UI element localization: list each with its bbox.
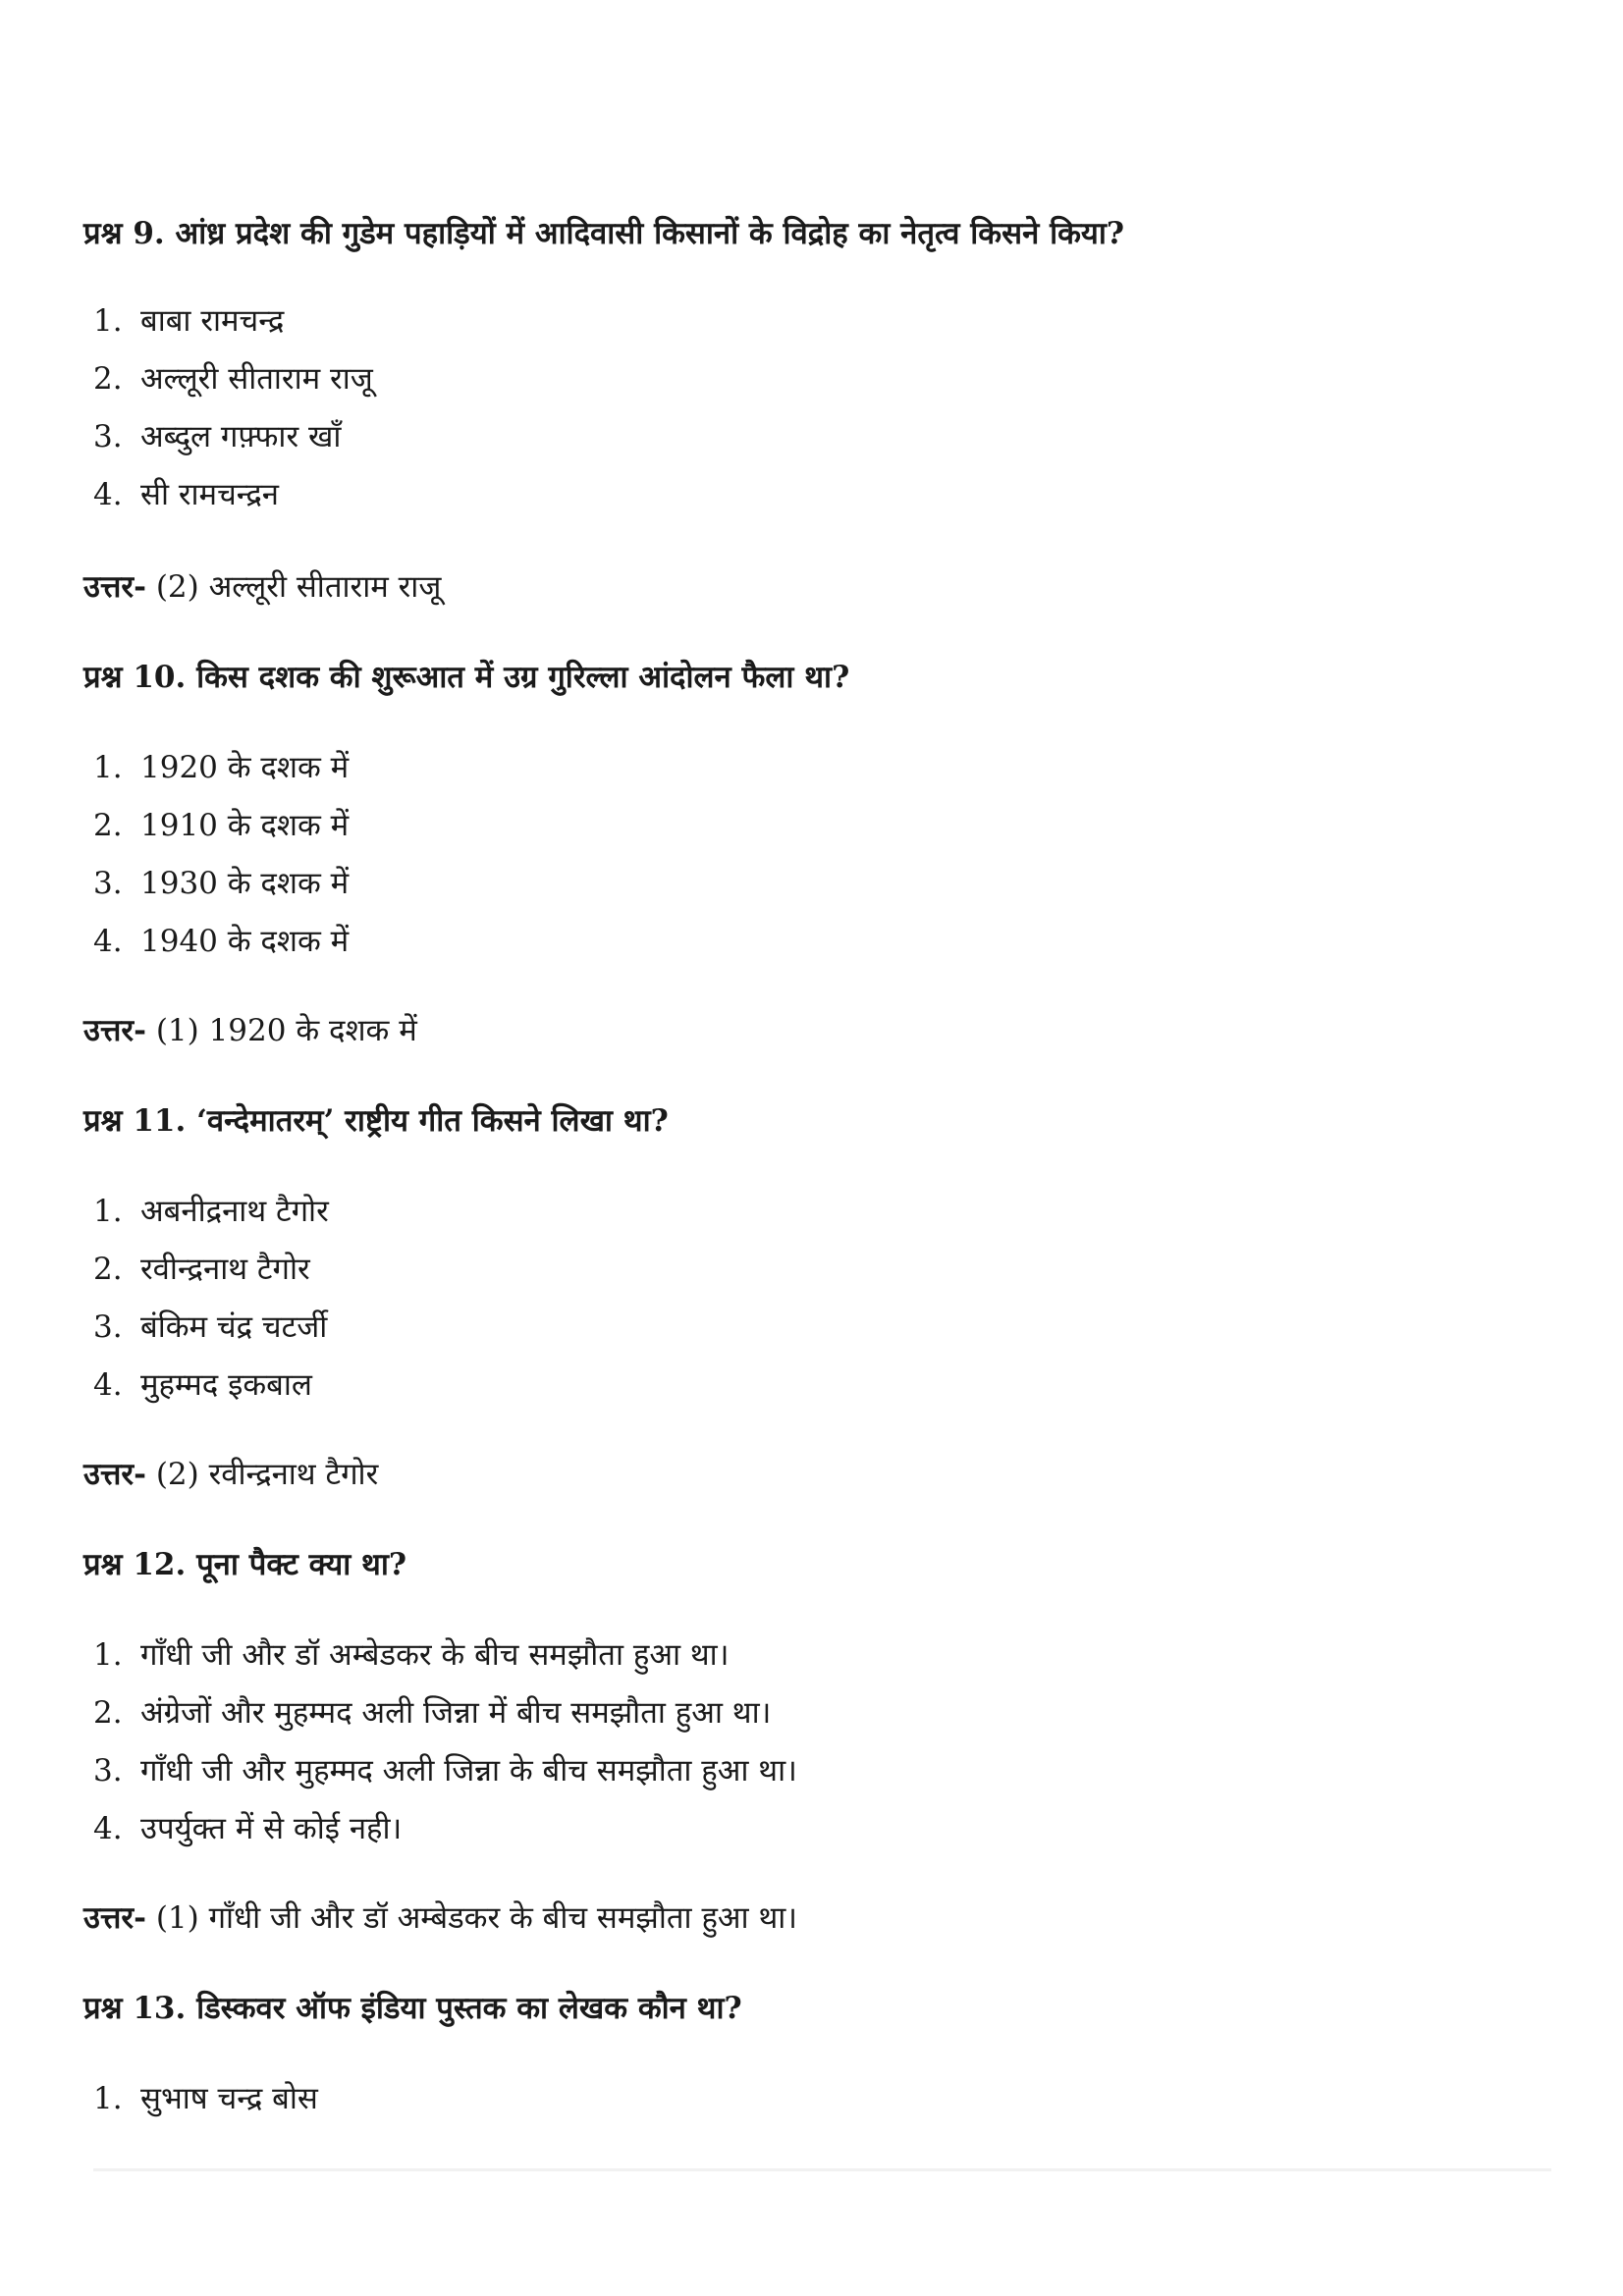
- option: [93, 417, 341, 456]
- option: [93, 922, 349, 961]
- question-9: प्रश्न 9. आंध्र प्रदेश की गुडेम पहाड़ियों में आदिवासी किसानों के विद्रोह का नेतृत्व किसने किया?: [83, 216, 1125, 251]
- option-text: सी रामचन्द्रन: [140, 477, 280, 512]
- option-number: 1.: [93, 750, 123, 785]
- option: [93, 1635, 729, 1675]
- answer-text: (1) 1920 के दशक में: [145, 1013, 417, 1048]
- option-number: 3.: [93, 1309, 123, 1345]
- option: [93, 748, 349, 787]
- option-text: मुहम्मद इकबाल: [140, 1367, 312, 1403]
- option-text: सुभाष चन्द्र बोस: [140, 2081, 318, 2116]
- option-number: 3.: [93, 419, 123, 454]
- option-number: 4.: [93, 1367, 123, 1403]
- option-text: 1930 के दशक में: [140, 866, 350, 901]
- option-number: 2.: [93, 808, 123, 843]
- option: [93, 475, 279, 514]
- answer-label: उत्तर-: [83, 1900, 146, 1936]
- option-number: 1.: [93, 2081, 123, 2116]
- option-text: रवीन्द्रनाथ टैगोर: [140, 1252, 310, 1287]
- option-text: 1910 के दशक में: [140, 808, 350, 843]
- option-number: 1.: [93, 1194, 123, 1229]
- answer: [83, 1455, 378, 1494]
- answer-text: (2) अल्लूरी सीताराम राजू: [145, 569, 442, 605]
- option: [93, 864, 349, 903]
- option-number: 2.: [93, 361, 123, 397]
- option: [93, 1751, 797, 1790]
- option: [93, 301, 284, 341]
- answer-text: (1) गाँधी जी और डॉ अम्बेडकर के बीच समझौता हुआ था।: [145, 1900, 798, 1936]
- option-number: 4.: [93, 924, 123, 959]
- answer-label: उत्तर-: [83, 1457, 146, 1492]
- option-number: 2.: [93, 1252, 123, 1287]
- option-text: बंकिम चंद्र चटर्जी: [140, 1309, 328, 1345]
- option-number: 2.: [93, 1695, 123, 1731]
- option: [93, 359, 373, 399]
- option-text: उपर्युक्त में से कोई नही।: [140, 1811, 403, 1846]
- option-number: 1.: [93, 303, 123, 339]
- option: [93, 1192, 329, 1231]
- question-11: प्रश्न 11. ‘वन्देमातरम्’ राष्ट्रीय गीत किसने लिखा था?: [83, 1103, 669, 1139]
- option-text: बाबा रामचन्द्र: [140, 303, 285, 339]
- question-13: प्रश्न 13. डिस्कवर ऑफ इंडिया पुस्तक का लेखक कौन था?: [83, 1991, 742, 2026]
- option-text: अब्दुल गफ़्फार खाँ: [140, 419, 342, 454]
- option-number: 4.: [93, 1811, 123, 1846]
- option-number: 3.: [93, 1753, 123, 1789]
- option-number: 4.: [93, 477, 123, 512]
- answer: [83, 1011, 417, 1050]
- option: [93, 1365, 312, 1405]
- option-text: अल्लूरी सीताराम राजू: [140, 361, 373, 397]
- answer-text: (2) रवीन्द्रनाथ टैगोर: [145, 1457, 379, 1492]
- option-text: अंग्रेजों और मुहम्मद अली जिन्ना में बीच समझौता हुआ था।: [140, 1695, 772, 1731]
- option: [93, 1809, 402, 1848]
- question-10: प्रश्न 10. किस दशक की शुरूआत में उग्र गुरिल्ला आंदोलन फैला था?: [83, 660, 850, 695]
- option-text: गाँधी जी और डॉ अम्बेडकर के बीच समझौता हुआ था।: [140, 1637, 730, 1673]
- option-text: 1920 के दशक में: [140, 750, 350, 785]
- answer: [83, 567, 441, 607]
- option: [93, 1693, 771, 1733]
- option: [93, 1250, 310, 1289]
- answer: [83, 1898, 797, 1938]
- answer-label: उत्तर-: [83, 569, 146, 605]
- option: [93, 2079, 318, 2118]
- option-text: अबनीद्रनाथ टैगोर: [140, 1194, 329, 1229]
- option-text: गाँधी जी और मुहम्मद अली जिन्ना के बीच समझौता हुआ था।: [140, 1753, 797, 1789]
- option: [93, 806, 349, 845]
- answer-label: उत्तर-: [83, 1013, 146, 1048]
- question-12: प्रश्न 12. पूना पैक्ट क्या था?: [83, 1547, 407, 1582]
- option-number: 1.: [93, 1637, 123, 1673]
- option: [93, 1308, 327, 1347]
- page-divider: [93, 2168, 1551, 2171]
- option-text: 1940 के दशक में: [140, 924, 350, 959]
- option-number: 3.: [93, 866, 123, 901]
